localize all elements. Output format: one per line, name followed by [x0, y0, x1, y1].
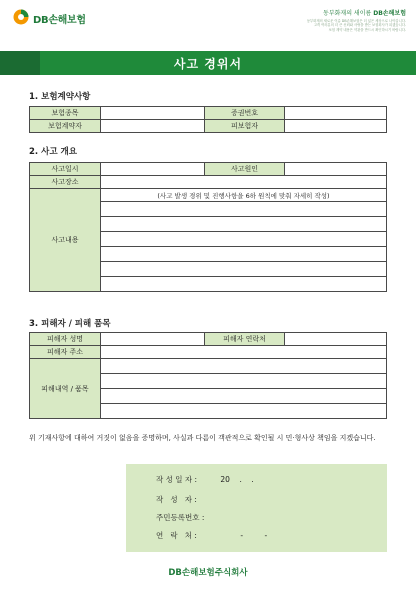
- insurance-type-field[interactable]: [101, 107, 205, 120]
- victim-address-label: 피해자 주소: [30, 346, 101, 359]
- signature-date-row: [156, 474, 254, 485]
- signature-id-label: 주민등록번호 :: [156, 513, 205, 522]
- accident-content-line[interactable]: [101, 262, 387, 277]
- slogan-brand: DB손해보험: [373, 10, 406, 17]
- footer-company-name: DB손해보험주식회사: [168, 568, 248, 578]
- fine-print-line: 고객 여러분의 더 큰 신뢰와 사랑을 받는 보험회사가 되겠습니다.: [313, 23, 406, 28]
- accident-date-label: 사고일시: [30, 163, 101, 176]
- slogan-prefix: 동부화재의 새이름: [323, 10, 372, 17]
- table-row: [30, 189, 387, 202]
- damage-details-label: 피해내역 / 품목: [30, 359, 101, 419]
- table-row: [30, 333, 387, 346]
- insurance-type-label: 보험종목: [30, 107, 101, 120]
- policyholder-field[interactable]: [101, 120, 205, 133]
- accident-overview-table: [29, 162, 387, 292]
- table-row: [30, 346, 387, 359]
- policyholder-label: 보험계약자: [30, 120, 101, 133]
- declaration-text: 위 기재사항에 대하여 거짓이 없음을 증명하며, 사실과 다름이 객관적으로 확인될 시 민·형사상 책임을 지겠습니다.: [29, 434, 376, 442]
- accident-content-line[interactable]: [101, 202, 387, 217]
- signature-date-label: 작 성 일 자 :: [156, 475, 198, 484]
- fine-print: [236, 19, 406, 32]
- insured-field[interactable]: [285, 120, 387, 133]
- fine-print-line: 동부화재의 새로운 이름 DB손해보험은 더 넓은 세상으로 나아갑니다.: [306, 19, 406, 23]
- insured-label: 피보험자: [205, 120, 285, 133]
- table-row: [30, 176, 387, 189]
- contract-info-table: [29, 106, 387, 133]
- damage-details-line[interactable]: [101, 389, 387, 404]
- victim-contact-field[interactable]: [285, 333, 387, 346]
- table-row: [30, 120, 387, 133]
- accident-content-line[interactable]: [101, 217, 387, 232]
- fine-print-line: 보험 계약 내용은 약관을 반드시 확인하시기 바랍니다.: [328, 27, 406, 32]
- victim-name-field[interactable]: [101, 333, 205, 346]
- signature-phone-value[interactable]: - -: [240, 531, 268, 540]
- accident-content-note: (사고 발생 경위 및 진행사항을 6하 원칙에 맞춰 자세히 작성): [101, 189, 387, 202]
- header-slogan-block: [236, 8, 406, 32]
- section2-heading: 2. 사고 개요: [29, 147, 77, 157]
- signature-writer-label: 작 성 자 :: [156, 495, 197, 504]
- table-row: [30, 163, 387, 176]
- accident-date-field[interactable]: [101, 163, 205, 176]
- signature-writer-row: [156, 494, 218, 505]
- accident-place-field[interactable]: [101, 176, 387, 189]
- slogan: [236, 8, 406, 17]
- signature-phone-row: [156, 530, 267, 541]
- section1-heading: 1. 보험계약사항: [29, 92, 91, 102]
- victim-table: [29, 332, 387, 419]
- signature-phone-label: 연 락 처 :: [156, 531, 197, 540]
- accident-place-label: 사고장소: [30, 176, 101, 189]
- policy-number-label: 증권번호: [205, 107, 285, 120]
- accident-content-line[interactable]: [101, 247, 387, 262]
- signature-box: [126, 464, 387, 552]
- damage-details-line[interactable]: [101, 374, 387, 389]
- table-row: [30, 359, 387, 374]
- table-row: [30, 107, 387, 120]
- signature-date-value[interactable]: 20 . .: [220, 475, 254, 484]
- page-title: 사고 경위서: [173, 57, 243, 71]
- damage-details-line[interactable]: [101, 359, 387, 374]
- accident-content-line[interactable]: [101, 277, 387, 292]
- accident-content-line[interactable]: [101, 232, 387, 247]
- section3-heading: 3. 피해자 / 피해 품목: [29, 319, 111, 329]
- victim-name-label: 피해자 성명: [30, 333, 101, 346]
- victim-address-field[interactable]: [101, 346, 387, 359]
- damage-details-line[interactable]: [101, 404, 387, 419]
- accident-content-label: 사고내용: [30, 189, 101, 292]
- logo-text: DB손해보험: [33, 15, 86, 26]
- victim-contact-label: 피해자 연락처: [205, 333, 285, 346]
- policy-number-field[interactable]: [285, 107, 387, 120]
- accident-cause-field[interactable]: [285, 163, 387, 176]
- signature-id-row: [156, 512, 218, 523]
- title-banner: [0, 51, 416, 75]
- accident-cause-label: 사고원인: [205, 163, 285, 176]
